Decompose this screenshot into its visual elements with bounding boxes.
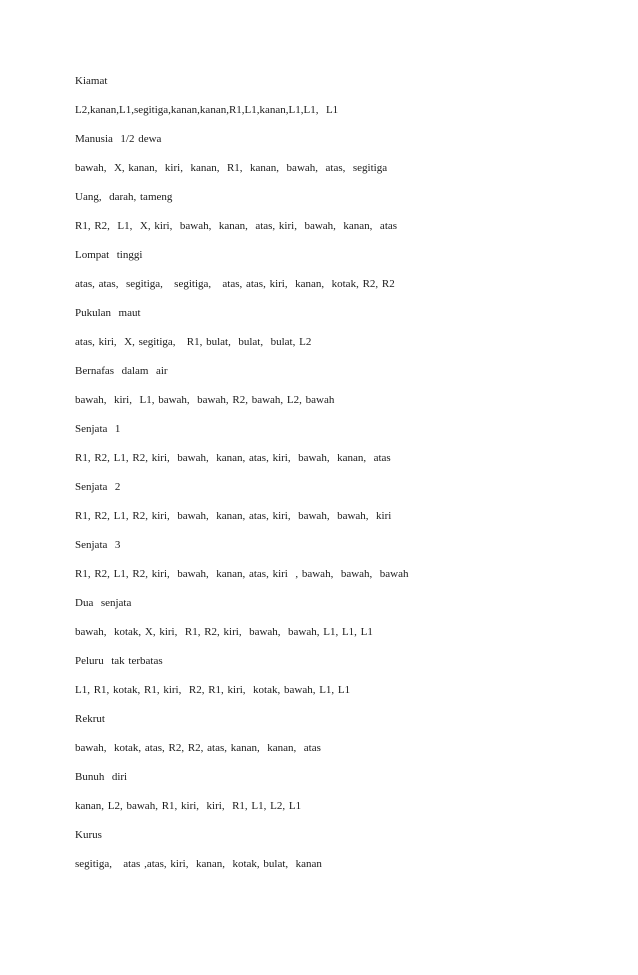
cheat-name: Dua senjata	[75, 597, 132, 609]
cheat-name: Peluru tak terbatas	[75, 655, 163, 667]
cheat-name: Senjata 2	[75, 481, 121, 493]
cheat-code: bawah, kiri, L1, bawah, bawah, R2, bawah, L2, bawah	[75, 394, 335, 406]
cheat-code: R1, R2, L1, R2, kiri, bawah, kanan, atas, kiri, bawah, bawah, kiri	[75, 510, 392, 522]
cheat-list	[75, 73, 615, 885]
cheat-name: Uang, darah, tameng	[75, 191, 173, 203]
cheat-code: L2,kanan,L1,segitiga,kanan,kanan,R1,L1,kanan,L1,L1, L1	[75, 104, 339, 116]
cheat-code: atas, kiri, X, segitiga, R1, bulat, bulat, bulat, L2	[75, 336, 312, 348]
cheat-code: R1, R2, L1, R2, kiri, bawah, kanan, atas, kiri , bawah, bawah, bawah	[75, 568, 409, 580]
cheat-name: Pukulan maut	[75, 307, 141, 319]
cheat-name: Kurus	[75, 829, 102, 841]
cheat-code: atas, atas, segitiga, segitiga, atas, atas, kiri, kanan, kotak, R2, R2	[75, 278, 395, 290]
cheat-code: kanan, L2, bawah, R1, kiri, kiri, R1, L1, L2, L1	[75, 800, 302, 812]
cheat-name: Manusia 1/2 dewa	[75, 133, 162, 145]
cheat-code: R1, R2, L1, R2, kiri, bawah, kanan, atas, kiri, bawah, kanan, atas	[75, 452, 391, 464]
cheat-name: Kiamat	[75, 75, 108, 87]
cheat-code: bawah, kotak, atas, R2, R2, atas, kanan, kanan, atas	[75, 742, 321, 754]
cheat-name: Senjata 1	[75, 423, 121, 435]
cheat-name: Senjata 3	[75, 539, 121, 551]
cheat-code: R1, R2, L1, X, kiri, bawah, kanan, atas, kiri, bawah, kanan, atas	[75, 220, 398, 232]
cheat-code: bawah, kotak, X, kiri, R1, R2, kiri, bawah, bawah, L1, L1, L1	[75, 626, 373, 638]
cheat-code: bawah, X, kanan, kiri, kanan, R1, kanan, bawah, atas, segitiga	[75, 162, 388, 174]
cheat-name: Bernafas dalam air	[75, 365, 168, 377]
cheat-code: segitiga, atas ,atas, kiri, kanan, kotak, bulat, kanan	[75, 858, 322, 870]
cheat-code: L1, R1, kotak, R1, kiri, R2, R1, kiri, kotak, bawah, L1, L1	[75, 684, 351, 696]
cheat-name: Bunuh diri	[75, 771, 128, 783]
cheat-name: Lompat tinggi	[75, 249, 143, 261]
cheat-name: Rekrut	[75, 713, 105, 725]
